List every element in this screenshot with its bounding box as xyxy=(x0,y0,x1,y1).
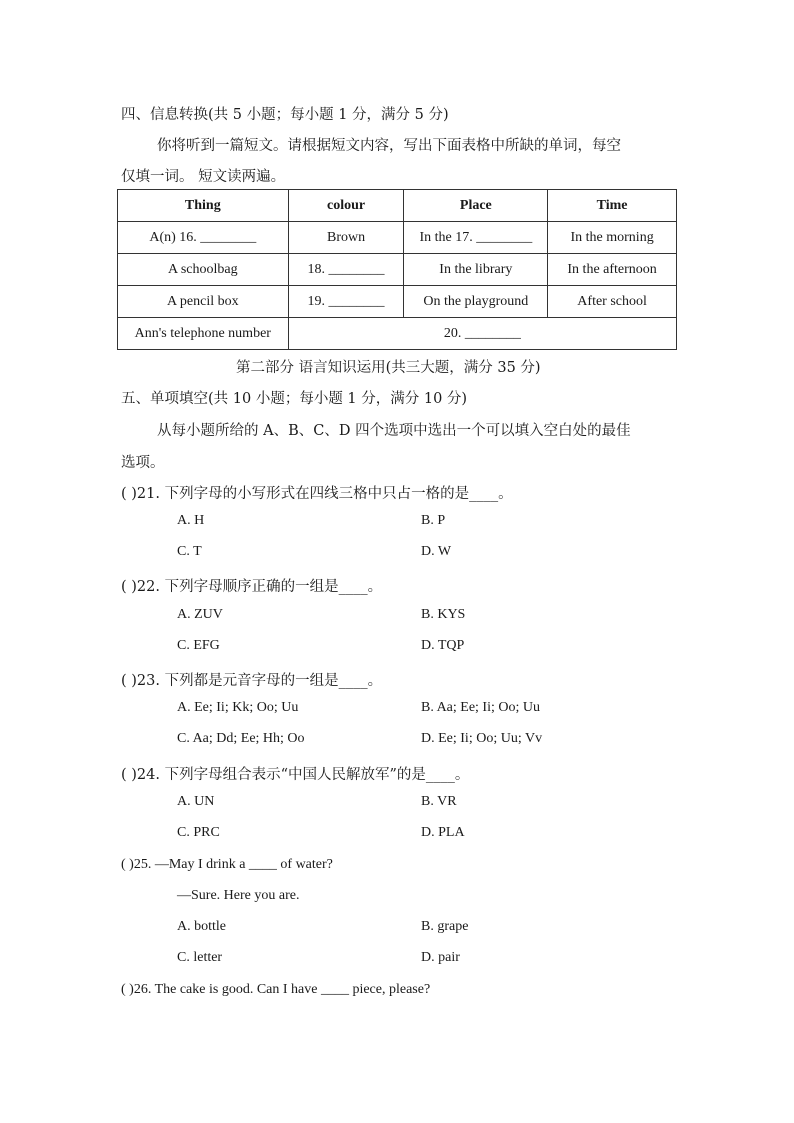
question-stem: ( )25. —May I drink a ____ of water? xyxy=(121,857,333,872)
question-stem: ( )26. The cake is good. Can I have ____ piece, please? xyxy=(121,982,431,997)
option-b: B. Aa; Ee; Ii; Oo; Uu xyxy=(421,700,540,715)
table-cell: On the playground xyxy=(404,286,548,318)
question-dialogue-line: —Sure. Here you are. xyxy=(177,888,300,903)
option-b: B. VR xyxy=(421,794,457,809)
section4-title: 四、信息转换(共 5 小题；每小题 1 分，满分 5 分) xyxy=(121,107,449,123)
table-row-telephone xyxy=(118,318,677,350)
table-cell: 19. ________ xyxy=(288,286,404,318)
table-cell: After school xyxy=(548,286,677,318)
question-stem: ( )21. 下列字母的小写形式在四线三格中只占一格的是____。 xyxy=(121,486,513,502)
option-c: C. PRC xyxy=(177,825,220,840)
header-time: Time xyxy=(548,190,677,222)
table-cell: In the morning xyxy=(548,222,677,254)
section5-instructions-line2: 选项。 xyxy=(121,455,165,471)
table-cell: In the library xyxy=(404,254,548,286)
header-colour: colour xyxy=(288,190,404,222)
table-row xyxy=(118,254,677,286)
section5-instructions-line1: 从每小题所给的 A、B、C、D 四个选项中选出一个可以填入空白处的最佳 xyxy=(157,423,631,439)
header-place: Place xyxy=(404,190,548,222)
question-stem: ( )22. 下列字母顺序正确的一组是____。 xyxy=(121,579,383,595)
section4-instructions-line2: 仅填一词。 短文读两遍。 xyxy=(121,169,286,185)
telephone-label: Ann's telephone number xyxy=(118,318,289,350)
question-stem: ( )24. 下列字母组合表示“中国人民解放军”的是____。 xyxy=(121,767,470,783)
table-row xyxy=(118,222,677,254)
option-b: B. KYS xyxy=(421,607,466,622)
option-c: C. Aa; Dd; Ee; Hh; Oo xyxy=(177,731,305,746)
question-stem: ( )23. 下列都是元音字母的一组是____。 xyxy=(121,673,383,689)
option-a: A. Ee; Ii; Kk; Oo; Uu xyxy=(177,700,299,715)
option-a: A. bottle xyxy=(177,919,226,934)
option-d: D. PLA xyxy=(421,825,465,840)
table-cell: In the afternoon xyxy=(548,254,677,286)
table-cell: A(n) 16. ________ xyxy=(118,222,289,254)
table-cell: In the 17. ________ xyxy=(404,222,548,254)
option-c: C. T xyxy=(177,544,202,559)
table-row xyxy=(118,286,677,318)
table-header-row xyxy=(118,190,677,222)
option-c: C. letter xyxy=(177,950,223,965)
option-d: D. W xyxy=(421,544,452,559)
table-cell: A pencil box xyxy=(118,286,289,318)
part2-title: 第二部分 语言知识运用(共三大题，满分 35 分) xyxy=(236,360,541,376)
header-thing: Thing xyxy=(118,190,289,222)
option-b: B. P xyxy=(421,513,446,528)
option-d: D. TQP xyxy=(421,638,465,653)
section5-title: 五、单项填空(共 10 小题；每小题 1 分，满分 10 分) xyxy=(121,391,468,407)
option-b: B. grape xyxy=(421,919,469,934)
table-cell: 18. ________ xyxy=(288,254,404,286)
option-a: A. UN xyxy=(177,794,215,809)
option-d: D. pair xyxy=(421,950,460,965)
telephone-blank: 20. ________ xyxy=(288,318,676,350)
option-a: A. ZUV xyxy=(177,607,223,622)
option-c: C. EFG xyxy=(177,638,220,653)
table-cell: A schoolbag xyxy=(118,254,289,286)
info-table xyxy=(117,189,677,350)
table-cell: Brown xyxy=(288,222,404,254)
option-d: D. Ee; Ii; Oo; Uu; Vv xyxy=(421,731,543,746)
section4-instructions-line1: 你将听到一篇短文。请根据短文内容，写出下面表格中所缺的单词，每空 xyxy=(157,138,621,154)
option-a: A. H xyxy=(177,513,205,528)
